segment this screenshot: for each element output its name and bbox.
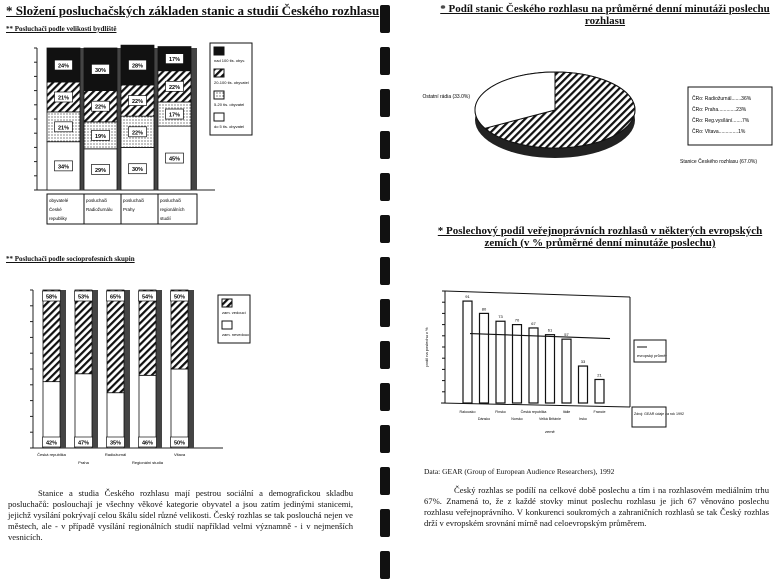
category-label: Česká republika <box>37 452 66 457</box>
category-label: posluchači <box>123 198 145 203</box>
category-label: Radiožurnál <box>104 452 127 457</box>
category-label: regionálních <box>160 207 185 212</box>
data-label: 54% <box>141 294 154 301</box>
legend-swatch <box>222 321 232 329</box>
bar-side <box>124 290 130 448</box>
category-label: Regionální studia <box>132 460 163 465</box>
data-label: 21% <box>57 125 70 132</box>
data-label: 46% <box>141 440 154 447</box>
category-label: republiky <box>49 216 68 221</box>
bar-segment <box>171 369 188 448</box>
data-label: 35% <box>109 440 122 447</box>
spiral-ring <box>380 257 390 285</box>
chart-europe <box>420 285 774 445</box>
data-label: 24% <box>57 63 70 70</box>
spiral-ring <box>380 551 390 579</box>
pie-legend-item: ČRo: Reg.vysílání.......7% <box>692 118 750 124</box>
left-title: * Složení posluchačských základen stanic a studií Českého rozhlasu <box>6 3 380 18</box>
legend-label: nad 100 tis. obyv. <box>214 58 246 63</box>
bar-segment <box>171 290 188 369</box>
data-label: 47% <box>77 440 90 447</box>
legend-label: evropský průměr <box>637 353 667 358</box>
category-label: Dánsko <box>477 417 491 421</box>
bar <box>496 321 505 403</box>
spiral-ring <box>380 509 390 537</box>
average-line <box>470 334 610 339</box>
legend-swatch <box>214 47 224 55</box>
chart-socioprof <box>0 285 380 475</box>
category-label: studií <box>160 216 171 221</box>
legend-label: 5-20 tis. obyvatel <box>214 102 245 107</box>
category-label: posluchači <box>160 198 182 203</box>
spiral-ring <box>380 173 390 201</box>
bar-side <box>156 290 162 448</box>
bar-value: 33 <box>580 359 586 365</box>
subtitle-residence: ** Posluchači podle velikosti bydliště <box>6 25 117 33</box>
pie-title: * Podíl stanic Českého rozhlasu na průměrné denní minutáži poslechu rozhlasu <box>440 3 770 27</box>
data-label: 21% <box>57 95 70 102</box>
bar-segment <box>43 290 60 382</box>
data-label: 19% <box>94 133 107 140</box>
legend-swatch <box>214 69 224 77</box>
pie-label-cro: Stanice Českého rozhlasu (67.0%) <box>680 159 757 165</box>
category-label: Rakousko <box>459 410 476 414</box>
spiral-ring <box>380 341 390 369</box>
bar <box>513 325 522 403</box>
category-label: Itálie <box>562 410 571 414</box>
category-label: České <box>49 207 62 212</box>
data-label: 34% <box>57 164 70 171</box>
y-axis-label: podíl na poslechu v % <box>424 327 429 367</box>
legend-swatch <box>214 113 224 121</box>
data-label: 42% <box>45 440 58 447</box>
bar-segment <box>107 290 124 393</box>
category-label: Irsko <box>579 417 587 421</box>
category-label: Radiožurnálu <box>86 207 113 212</box>
pie-legend-item: ČRo: Vltava..............1% <box>692 129 746 135</box>
legend-label: do 5 tis. obyvatel <box>214 124 245 129</box>
data-label: 58% <box>45 294 58 301</box>
data-label: 50% <box>173 294 186 301</box>
bar-side <box>92 290 98 448</box>
category-label: Finsko <box>495 410 506 414</box>
plot-border <box>445 291 630 300</box>
category-label: obyvatelé <box>49 198 69 203</box>
category-label: Norsko <box>511 417 523 421</box>
pie-legend-item: ČRo: Radiožurnál.......36% <box>692 96 752 102</box>
spiral-ring <box>380 425 390 453</box>
bar-side <box>188 290 194 448</box>
spiral-ring <box>380 89 390 117</box>
spiral-ring <box>380 5 390 33</box>
bar <box>546 335 555 403</box>
spiral-ring <box>380 215 390 243</box>
legend-box <box>634 340 666 362</box>
category-label: Praha <box>78 460 89 465</box>
subtitle-socioprof: ** Posluchači podle socioprofesních skupin <box>6 255 135 263</box>
legend-label: zam. vedoucí <box>222 310 246 315</box>
data-label: 30% <box>94 67 107 74</box>
bar <box>595 379 604 403</box>
bar-value: 61 <box>547 327 553 333</box>
bar-side <box>191 48 197 190</box>
bar-value: 21 <box>597 372 602 378</box>
data-label: 29% <box>94 167 107 174</box>
pie-label-other: Ostatní rádia (33.0%) <box>422 94 470 100</box>
data-label: 53% <box>77 294 90 301</box>
bar-value: 73 <box>498 314 503 320</box>
category-label: Prahy <box>123 207 135 212</box>
spiral-ring <box>380 299 390 327</box>
bar <box>529 328 538 403</box>
data-label: 17% <box>168 112 181 119</box>
note-box <box>632 407 666 427</box>
data-label: 17% <box>168 57 181 64</box>
legend-label: zam. nevedoucí <box>222 332 251 337</box>
data-label: 45% <box>168 156 181 163</box>
spiral-ring <box>380 467 390 495</box>
bar-value: 91 <box>465 294 470 300</box>
bar <box>480 313 489 403</box>
bar-segment <box>75 290 92 374</box>
category-label: Velká Británie <box>539 417 561 421</box>
category-label: Vltava <box>173 452 186 457</box>
chart-note: Zdroj: GEAR údaje za rok 1992 <box>634 412 684 416</box>
x-axis-label: země <box>545 429 555 434</box>
right-paragraph: Český rozhlas se podílí na celkové době poslechu a tím i na rozhlasovém mediálním trhu 67%. Znamená to, že z každé stovky minut poslechu rozhlasu je jich 67 věnováno poslechu rozhlasu veřejnoprávního. V konkurenci soukromých a zahraničních rozhlasů se tak Český rozhlas drží v evropském srovnání mírně nad celoevropským průměrem. <box>424 485 769 528</box>
data-label: 22% <box>94 104 107 111</box>
category-label: Česká republika <box>520 410 547 414</box>
chart-residence <box>0 35 380 235</box>
data-label: 22% <box>168 84 181 91</box>
data-source: Data: GEAR (Group of European Audience Researchers), 1992 <box>424 467 615 476</box>
data-label: 50% <box>173 440 186 447</box>
category-label: posluchači <box>86 198 108 203</box>
bar <box>579 366 588 403</box>
bar-side <box>60 290 66 448</box>
bar-value: 67 <box>531 320 536 326</box>
bar-value: 80 <box>481 306 487 312</box>
legend-label: 20-100 tis. obyvatel <box>214 80 249 85</box>
data-label: 22% <box>131 99 144 106</box>
legend-swatch <box>222 299 232 307</box>
data-label: 28% <box>131 63 144 70</box>
spiral-ring <box>380 47 390 75</box>
bar-segment <box>139 290 156 375</box>
data-label: 65% <box>109 294 122 301</box>
bar <box>463 301 472 403</box>
spiral-ring <box>380 383 390 411</box>
left-paragraph: Stanice a studia Českého rozhlasu mají pestrou sociální a demografickou skladbu posluchačů: poslouchají je všechny věkové kategorie obyvatel a jsou zatím jedinými stanicemi, jejichž vysílání pokrývají celou škálu sídel různé velikosti. Český rozhlas se tak poslouchá nejen ve městech, ale - v případě vysílání regionálních studií například velmi významně - i v nejmenších vesnicích. <box>8 488 353 542</box>
bar-value: 57 <box>564 332 569 338</box>
europe-title: * Poslechový podíl veřejnoprávních rozhlasů v některých evropských zemích (v % průměrné denní minutáže poslechu) <box>437 225 763 249</box>
bar-value: 70 <box>514 317 520 323</box>
spiral-ring <box>380 131 390 159</box>
category-label: Francie <box>593 410 606 414</box>
legend-swatch <box>214 91 224 99</box>
chart-pie <box>420 60 774 190</box>
bar <box>562 339 571 403</box>
data-label: 30% <box>131 167 144 174</box>
pie-legend-item: ČRo: Praha.............23% <box>692 107 747 113</box>
data-label: 22% <box>131 130 144 137</box>
